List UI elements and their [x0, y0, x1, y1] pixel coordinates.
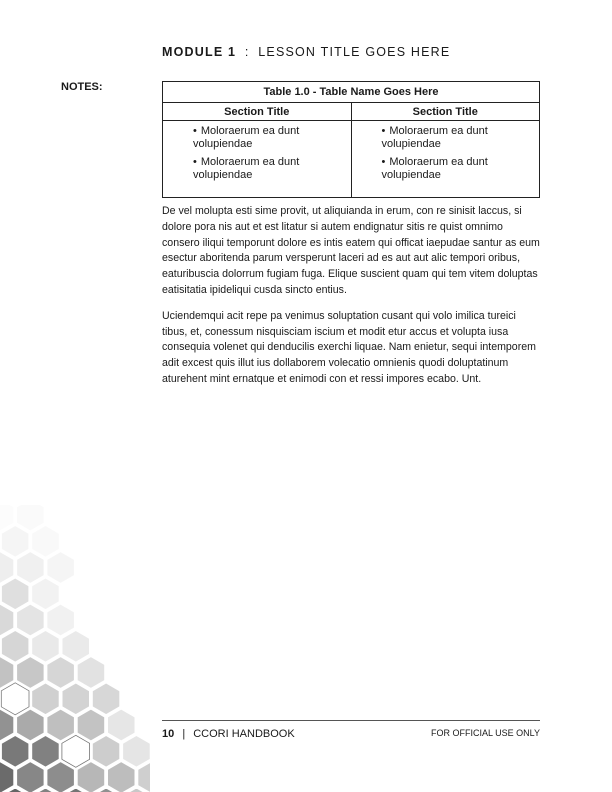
footer-left	[162, 728, 295, 740]
hexagon-cell	[32, 735, 60, 767]
hexagon-cell	[17, 709, 45, 741]
body-text	[162, 204, 540, 398]
hexagon-cell	[0, 762, 14, 792]
list-item: • Moloraerum ea dunt volupiendae	[193, 156, 300, 181]
hexagon-cell	[1, 525, 29, 557]
hexagon-cell	[1, 578, 29, 610]
hexagon-cell	[32, 630, 60, 662]
table-cell-right	[351, 121, 540, 198]
hexagon-cell	[77, 762, 105, 792]
hexagon-cell	[62, 630, 90, 662]
hexagon-cell	[123, 735, 151, 767]
hexagon-cell	[0, 552, 14, 584]
hexagon-cell	[1, 630, 29, 662]
table-cell-left	[163, 121, 352, 198]
notes-label: NOTES:	[61, 81, 103, 93]
hexagon-cell	[32, 578, 60, 610]
header-separator: :	[244, 45, 250, 59]
lesson-title: LESSON TITLE GOES HERE	[258, 45, 451, 59]
table-column-header: Section Title	[163, 103, 352, 121]
hexagon-cell	[1, 683, 29, 715]
hexagon-cell	[32, 525, 60, 557]
table-column-header: Section Title	[351, 103, 540, 121]
list-item: • Moloraerum ea dunt volupiendae	[381, 156, 488, 181]
hexagon-cell	[17, 604, 45, 636]
hexagon-cell	[17, 505, 45, 531]
classification-label: FOR OFFICIAL USE ONLY	[430, 728, 540, 738]
page-header	[162, 45, 450, 59]
footer-separator: |	[182, 728, 186, 740]
hexagon-cell	[47, 709, 75, 741]
hexagon-cell	[92, 735, 120, 767]
hexagon-cell	[77, 657, 105, 689]
hexagon-cell	[0, 709, 14, 741]
hexagon-cell	[107, 709, 135, 741]
hexagon-cell	[17, 762, 45, 792]
hexagon-cell	[17, 657, 45, 689]
paragraph: Uciendemqui acit repe pa venimus soluptation cusant qui volo imilica tureici tibus, et, conessum nisquisciam iscium et modit etur accus et volupta iusa consequia volenet qui denducilis exerchi liquae. Nam enietur, sequi intemporem adit excest quis illut ius dollaborem volecatio omnienis quodi doluptatinum aturehent mint ernatque et enimodi con et ressi impores ecabo. Unt.	[162, 309, 536, 385]
list-item: • Moloraerum ea dunt volupiendae	[381, 125, 488, 150]
hexagon-cell	[62, 735, 90, 767]
hexagon-cell	[1, 735, 29, 767]
hexagon-cell	[32, 683, 60, 715]
handbook-name: CCORI HANDBOOK	[193, 728, 295, 740]
content-table	[162, 81, 540, 198]
list-item: • Moloraerum ea dunt volupiendae	[193, 125, 300, 150]
hexagon-cell	[0, 657, 14, 689]
hexagon-cell	[77, 709, 105, 741]
hexagon-cell	[47, 657, 75, 689]
hexagon-cell	[47, 762, 75, 792]
hexagon-cell	[107, 762, 135, 792]
hexagon-cell	[62, 683, 90, 715]
hexagon-cell	[47, 552, 75, 584]
hexagon-cell	[17, 552, 45, 584]
hexagon-cell	[47, 604, 75, 636]
hexagon-pattern-icon	[0, 505, 150, 792]
paragraph: De vel molupta esti sime provit, ut aliquianda in erum, con re sinisit laccus, si dolore pora nis aut et est litatur si autem endignatur sitis re quist omnimo consero iliqui temporunt dolore es intis eatem qui officat iaepudae santur as eum esectur aboritenda parum versperunt laceri ad es aut aut alic tempori oribus, eaturibuscia dolorrum fugiam fuga. Elique suscient quam qui tem vitem doluptas eatisitatia ipideliqui cusda sincto entius.	[162, 205, 540, 296]
module-label: MODULE 1	[162, 45, 237, 59]
footer-divider	[162, 720, 540, 721]
table-caption: Table 1.0 - Table Name Goes Here	[163, 82, 540, 103]
page-number: 10	[162, 728, 175, 740]
hexagon-cell	[0, 604, 14, 636]
hexagon-cell	[92, 683, 120, 715]
